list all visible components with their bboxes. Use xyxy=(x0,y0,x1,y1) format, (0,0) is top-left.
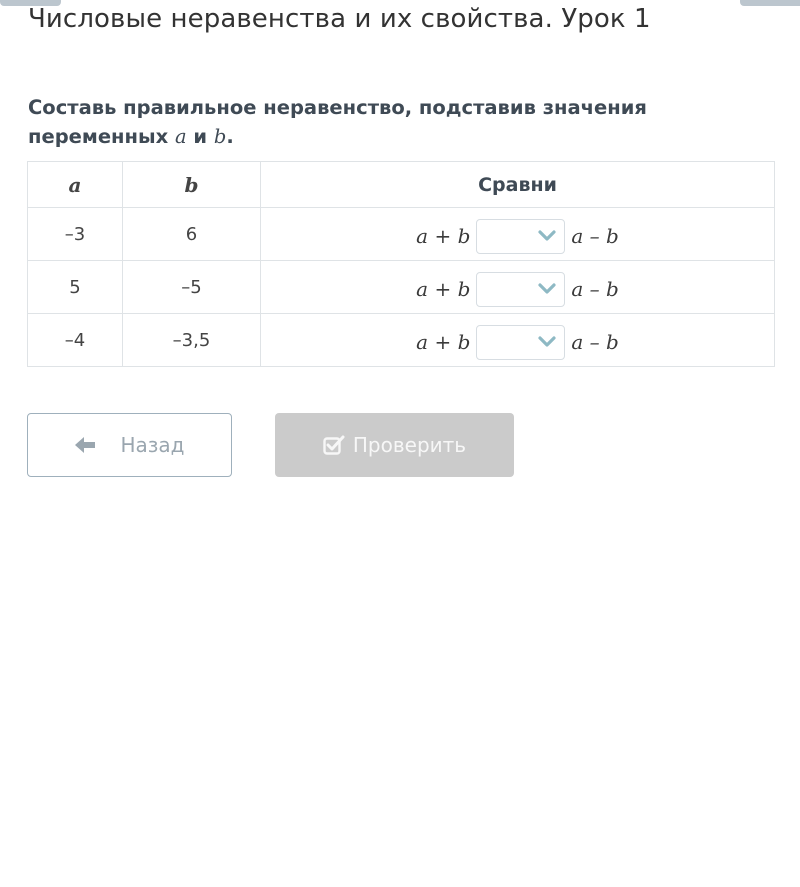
back-button-label: Назад xyxy=(120,433,185,457)
table-header xyxy=(28,162,775,208)
page-title: Числовые неравенства и их свойства. Урок 1 xyxy=(28,4,651,34)
table-row xyxy=(28,314,775,367)
cell-compare xyxy=(261,208,775,261)
variable-b: b xyxy=(213,125,227,148)
cell-a: –4 xyxy=(28,314,123,367)
table-row xyxy=(28,208,775,261)
header-a: a xyxy=(28,162,123,208)
expression-right: a – b xyxy=(571,224,619,248)
task-conjunction: и xyxy=(186,125,214,148)
expression-left: a + b xyxy=(416,277,471,301)
comparison-select[interactable] xyxy=(476,272,565,307)
cell-compare xyxy=(261,314,775,367)
cell-b: –3,5 xyxy=(123,314,261,367)
task-end: . xyxy=(226,125,234,148)
comparison-select[interactable] xyxy=(476,325,565,360)
header-compare: Сравни xyxy=(261,162,775,208)
top-tab-right xyxy=(740,0,800,6)
cell-a: –3 xyxy=(28,208,123,261)
check-button[interactable] xyxy=(275,413,514,477)
chevron-down-icon xyxy=(538,336,556,348)
table-row xyxy=(28,261,775,314)
expression-left: a + b xyxy=(416,224,471,248)
expression-left: a + b xyxy=(416,330,471,354)
check-button-label: Проверить xyxy=(352,433,467,457)
task-text-main: Составь правильное неравенство, подставив значения переменных xyxy=(28,96,647,148)
task-text xyxy=(28,93,728,151)
variable-a: a xyxy=(175,125,187,148)
cell-compare xyxy=(261,261,775,314)
header-b: b xyxy=(123,162,261,208)
back-button[interactable] xyxy=(27,413,232,477)
cell-b: –5 xyxy=(123,261,261,314)
expression-right: a – b xyxy=(571,330,619,354)
checkbox-check-icon xyxy=(323,435,345,455)
comparison-table xyxy=(27,161,775,367)
chevron-down-icon xyxy=(538,283,556,295)
expression-right: a – b xyxy=(571,277,619,301)
chevron-down-icon xyxy=(538,230,556,242)
arrow-left-icon xyxy=(74,436,96,454)
comparison-select[interactable] xyxy=(476,219,565,254)
cell-a: 5 xyxy=(28,261,123,314)
cell-b: 6 xyxy=(123,208,261,261)
